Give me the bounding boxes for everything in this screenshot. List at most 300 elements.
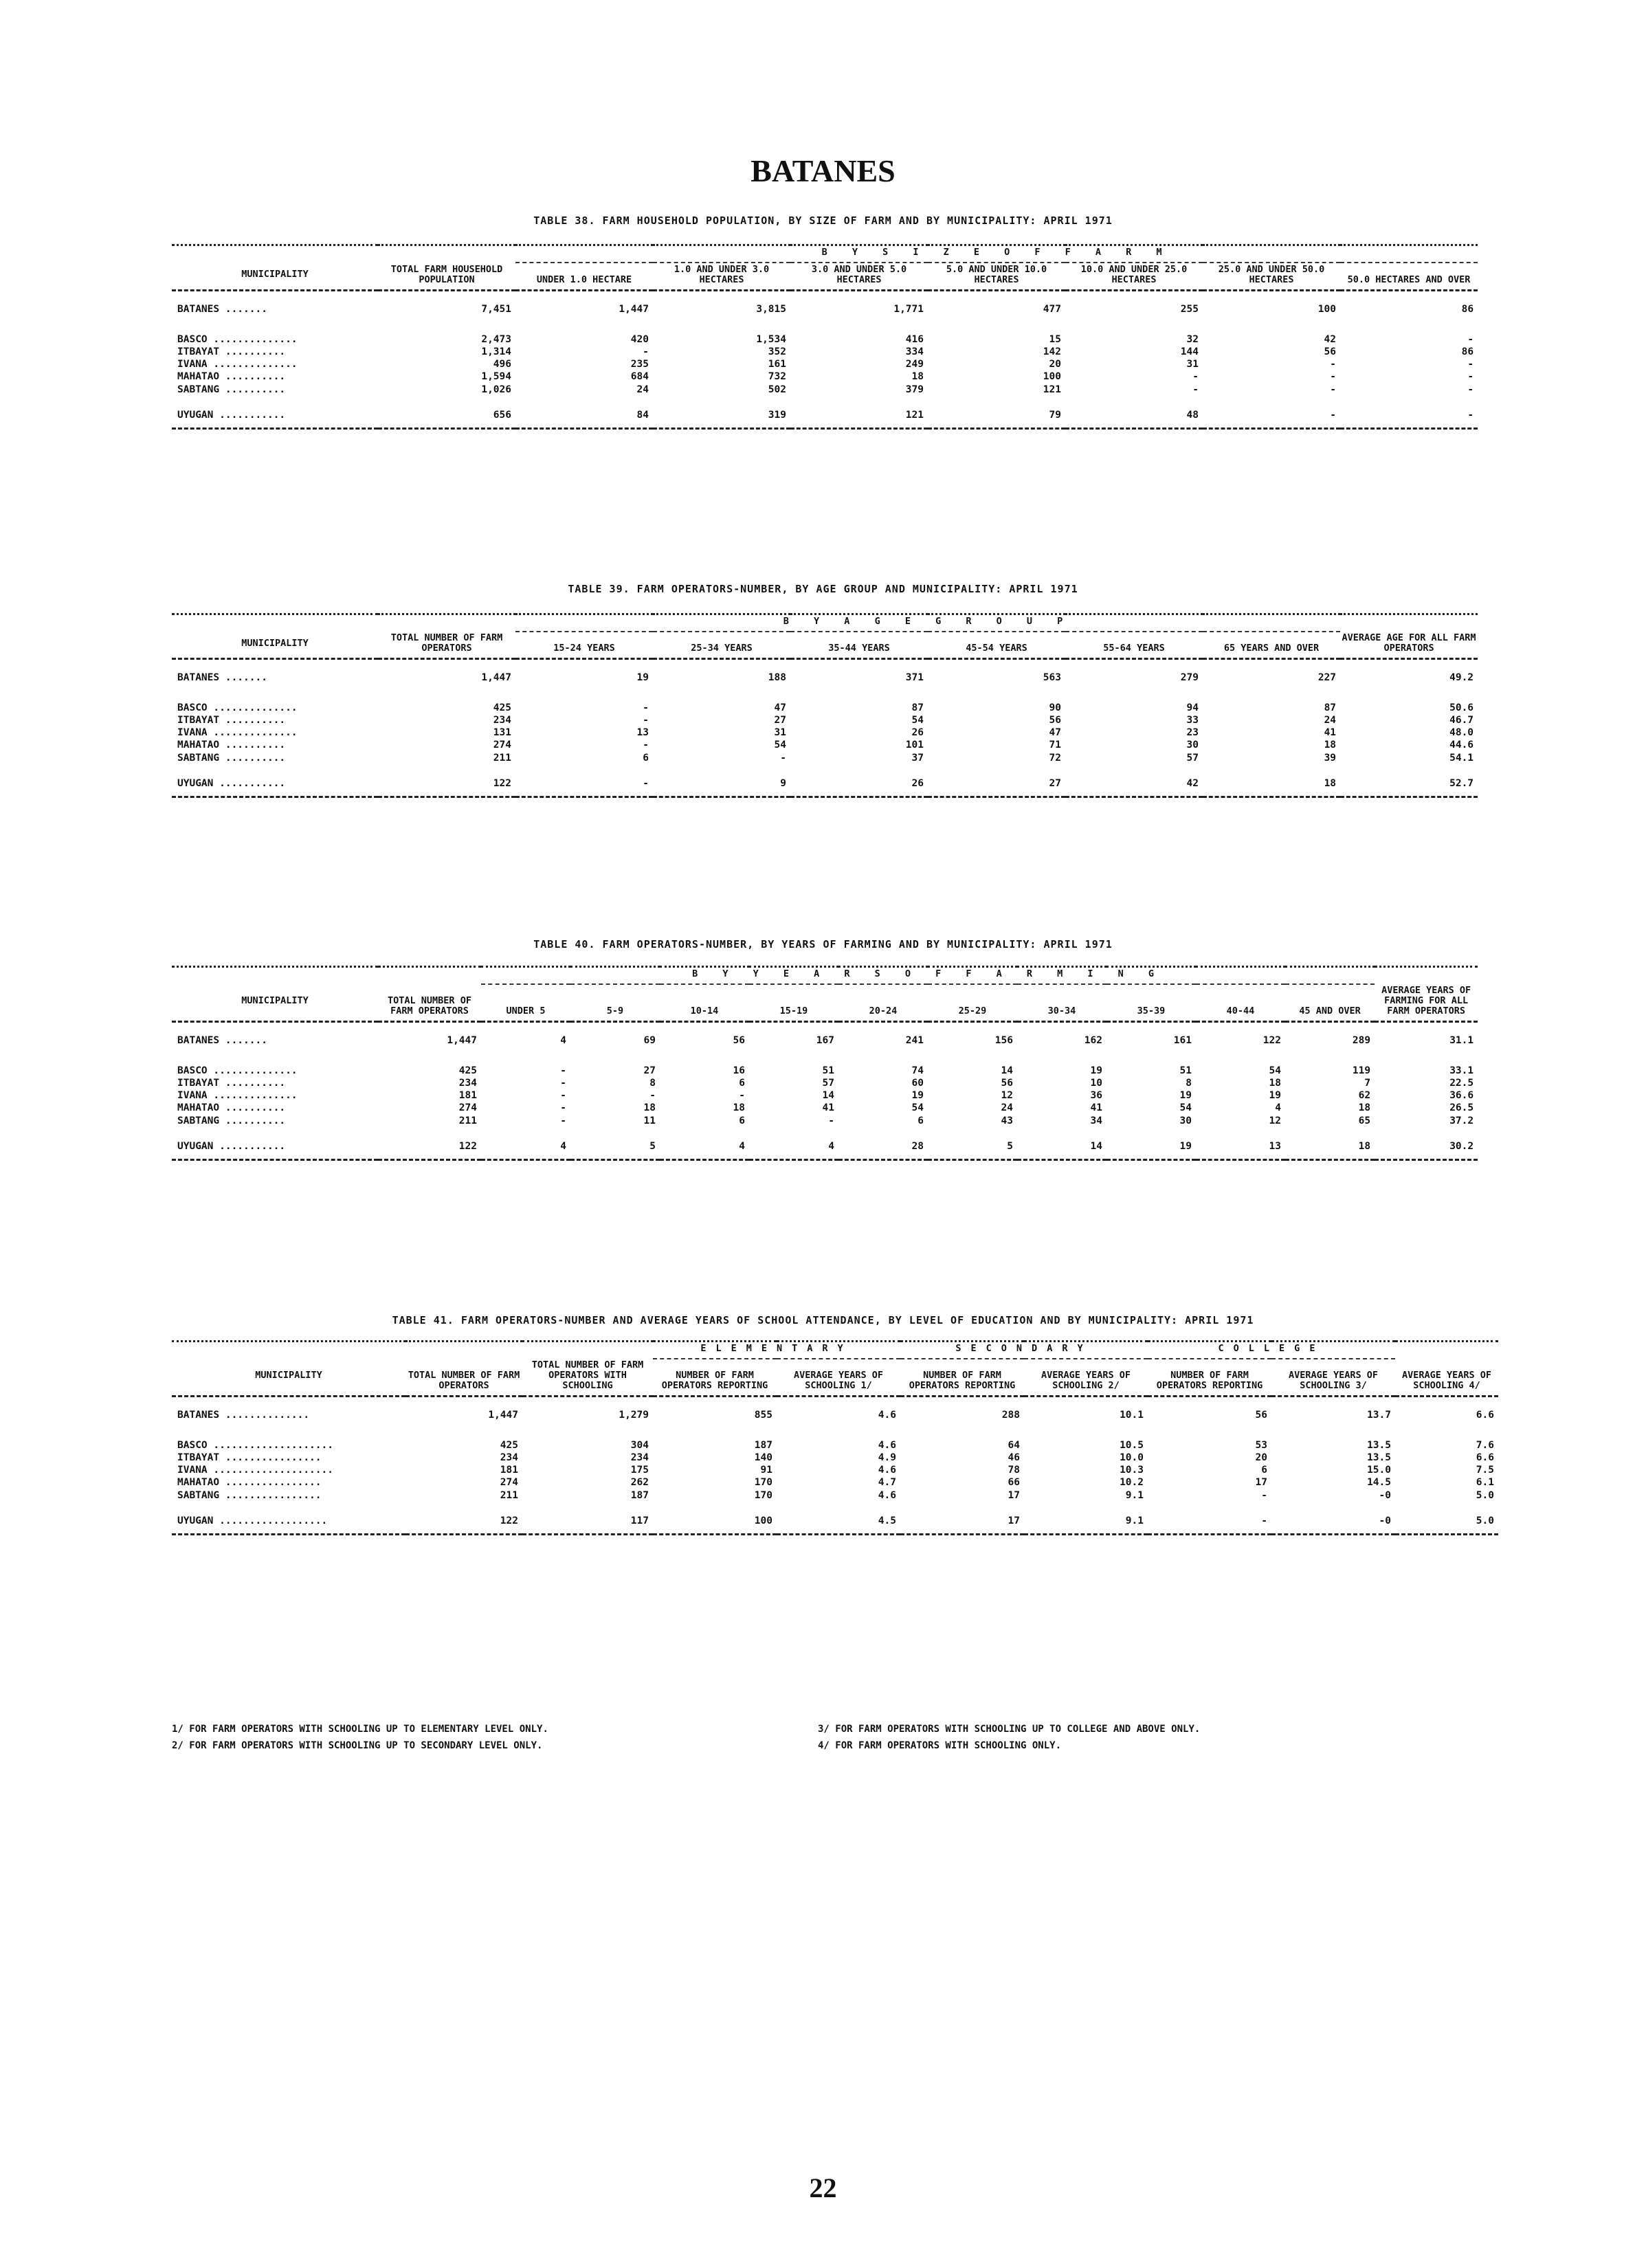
cell-value: 234 [630, 1452, 649, 1463]
cell-value: 4 [749, 1127, 838, 1160]
cell-value: 2,473 [481, 333, 511, 345]
cell-value: 855 [754, 1410, 772, 1421]
cell-value: 100 [1043, 371, 1061, 383]
municipality-name: MAHATAO .......... [177, 371, 286, 383]
table39-col-header: 45-54 YEARS [928, 632, 1065, 659]
table41-col-header: TOTAL NUMBER OF FARM OPERATORS [405, 1359, 522, 1397]
table39-grid [172, 613, 1478, 798]
table41-group-elementary: ELEMENTARY [653, 1342, 900, 1359]
table38-col-header: TOTAL FARM HOUSEHOLD POPULATION [378, 263, 515, 291]
cell-value: 211 [493, 752, 511, 764]
table38 [172, 244, 1478, 430]
cell-value: 211 [500, 1489, 518, 1501]
cell-value: 4 [481, 1127, 570, 1160]
table41-row [172, 1502, 1498, 1535]
cell-value: 19 [1179, 1090, 1192, 1102]
cell-value: 167 [816, 1035, 834, 1047]
cell-value: 7.5 [1476, 1465, 1494, 1476]
cell-value: 187 [630, 1489, 649, 1501]
cell-value: 31.1 [1449, 1035, 1474, 1047]
cell-value: 44.6 [1449, 740, 1474, 751]
cell-value: 30 [1179, 1115, 1192, 1126]
municipality-name: BASCO .................... [177, 1439, 333, 1451]
cell-value: 48 [1065, 396, 1203, 429]
cell-value: 41 [1324, 727, 1337, 739]
cell-value: 51 [822, 1065, 834, 1076]
cell-value: 12 [1269, 1115, 1281, 1126]
cell-value: 563 [1043, 672, 1061, 684]
table41-row [172, 1439, 1498, 1452]
table41-group-spacer [405, 1342, 522, 1359]
cell-value: 15.0 [1367, 1465, 1391, 1476]
municipality-name: MAHATAO ................ [177, 1477, 322, 1489]
cell-value: 20 [1049, 359, 1061, 370]
cell-value: 304 [630, 1439, 649, 1451]
cell-value: 57 [822, 1077, 834, 1089]
cell-value: - [739, 1090, 745, 1102]
table39-row [172, 659, 1478, 702]
municipality-name: BATANES ....... [177, 304, 267, 315]
cell-value: 19 [1090, 1065, 1102, 1076]
cell-value: 56 [1255, 1410, 1267, 1421]
cell-value: 94 [1186, 702, 1199, 713]
cell-value: 46.7 [1449, 714, 1474, 726]
cell-value: 5 [928, 1127, 1017, 1160]
table41-row [172, 1452, 1498, 1464]
cell-value: 19 [636, 672, 649, 684]
cell-value: - [1192, 371, 1199, 383]
municipality-name: SABTANG ................ [177, 1489, 322, 1501]
cell-value: 7.6 [1476, 1439, 1494, 1451]
cell-value: 16 [733, 1065, 745, 1076]
cell-value: - [1261, 1489, 1267, 1501]
cell-value: 32 [1186, 333, 1199, 345]
cell-value: 131 [493, 727, 511, 739]
cell-value: 6.6 [1476, 1410, 1494, 1421]
cell-value: 54 [911, 714, 924, 726]
table41-caption: TABLE 41. FARM OPERATORS-NUMBER AND AVERAGE YEARS OF SCHOOL ATTENDANCE, BY LEVEL OF EDUCATION AND BY MUNICIPALITY: APRIL 1971 [392, 1314, 1254, 1326]
cell-value: 27 [643, 1065, 656, 1076]
cell-value: 41 [822, 1102, 834, 1114]
table40-caption: TABLE 40. FARM OPERATORS-NUMBER, BY YEARS OF FARMING AND BY MUNICIPALITY: APRIL 1971 [533, 938, 1113, 950]
table38-caption: TABLE 38. FARM HOUSEHOLD POPULATION, BY SIZE OF FARM AND BY MUNICIPALITY: APRIL 1971 [533, 214, 1113, 227]
cell-value: 188 [768, 672, 786, 684]
table40-row [172, 1115, 1478, 1127]
cell-value: 4.6 [878, 1489, 896, 1501]
cell-value: 4 [560, 1035, 566, 1047]
cell-value: 1,771 [893, 304, 924, 315]
table41-col-header: AVERAGE YEARS OF SCHOOLING 2/ [1024, 1359, 1148, 1397]
cell-value: 1,447 [481, 672, 511, 684]
cell-value: - [560, 1102, 566, 1114]
cell-value: - [560, 1090, 566, 1102]
cell-value: 100 [1317, 304, 1336, 315]
cell-value: 100 [653, 1502, 777, 1535]
cell-value: 732 [768, 371, 786, 383]
cell-value: 33.1 [1449, 1065, 1474, 1076]
table40-col-header: MUNICIPALITY [172, 984, 378, 1022]
table38-col-header: 50.0 HECTARES AND OVER [1340, 263, 1478, 291]
footnote-4: 4/ FOR FARM OPERATORS WITH SCHOOLING ONLY. [818, 1739, 1062, 1751]
table39-group-spacer [378, 614, 515, 632]
cell-value: 13 [1196, 1127, 1285, 1160]
cell-value: 11 [643, 1115, 656, 1126]
cell-value: 36.6 [1449, 1090, 1474, 1102]
cell-value: 87 [911, 702, 924, 713]
cell-value: 4 [660, 1127, 749, 1160]
table38-row [172, 346, 1478, 358]
municipality-name: BASCO .............. [177, 702, 298, 713]
cell-value: - [1203, 396, 1340, 429]
cell-value: 30.2 [1375, 1127, 1478, 1160]
cell-value: 288 [1001, 1410, 1020, 1421]
cell-value: - [1330, 383, 1336, 395]
cell-value: 10.2 [1120, 1477, 1144, 1489]
cell-value: 5.0 [1395, 1502, 1498, 1535]
table39-col-header: 25-34 YEARS [653, 632, 790, 659]
table39-col-header: AVERAGE AGE FOR ALL FARM OPERATORS [1340, 632, 1478, 659]
cell-value: 420 [630, 333, 649, 345]
cell-value: 4.9 [878, 1452, 896, 1463]
cell-value: 26 [911, 727, 924, 739]
municipality-name: UYUGAN .................. [172, 1502, 405, 1535]
table38-col-header: UNDER 1.0 HECTARE [515, 263, 653, 291]
cell-value: 24 [1324, 714, 1337, 726]
cell-value: 9.1 [1024, 1502, 1148, 1535]
cell-value: 13.7 [1367, 1410, 1391, 1421]
cell-value: 6 [739, 1077, 745, 1089]
cell-value: 24 [636, 383, 649, 395]
cell-value: 379 [905, 383, 924, 395]
cell-value: 334 [905, 346, 924, 357]
cell-value: - [828, 1115, 834, 1126]
cell-value: - [649, 1090, 656, 1102]
table39-row [172, 739, 1478, 751]
table38-row [172, 291, 1478, 333]
cell-value: 140 [754, 1452, 772, 1463]
cell-value: - [1330, 371, 1336, 383]
cell-value: 72 [1049, 752, 1061, 764]
cell-value: 187 [754, 1439, 772, 1451]
cell-value: 39 [1324, 752, 1337, 764]
table39 [172, 613, 1478, 798]
cell-value: 18 [1324, 740, 1337, 751]
cell-value: - [1192, 383, 1199, 395]
table39-row [172, 714, 1478, 726]
cell-value: 235 [630, 359, 649, 370]
cell-value: 425 [493, 702, 511, 713]
cell-value: 42 [1065, 764, 1203, 797]
table38-col-header: 25.0 AND UNDER 50.0 HECTARES [1203, 263, 1340, 291]
cell-value: 161 [768, 359, 786, 370]
cell-value: 6.1 [1476, 1477, 1494, 1489]
cell-value: 122 [1263, 1035, 1281, 1047]
page-number: 22 [809, 2172, 837, 2203]
table40-row [172, 1022, 1478, 1065]
cell-value: 34 [1090, 1115, 1102, 1126]
cell-value: 4.6 [878, 1410, 896, 1421]
table41-row [172, 1476, 1498, 1489]
cell-value: 18 [1358, 1102, 1371, 1114]
table41-col-header: AVERAGE YEARS OF SCHOOLING 4/ [1395, 1359, 1498, 1397]
cell-value: 65 [1358, 1115, 1371, 1126]
cell-value: 14 [1001, 1065, 1013, 1076]
table38-col-header: 1.0 AND UNDER 3.0 HECTARES [653, 263, 790, 291]
table41 [172, 1340, 1498, 1535]
municipality-name: ITBAYAT .......... [177, 346, 286, 357]
footnote-3: 3/ FOR FARM OPERATORS WITH SCHOOLING UP TO COLLEGE AND ABOVE ONLY. [818, 1724, 1201, 1735]
cell-value: 7 [1364, 1077, 1371, 1089]
cell-value: 371 [905, 672, 924, 684]
cell-value: 66 [1008, 1477, 1020, 1489]
cell-value: - [1467, 333, 1474, 345]
cell-value: - [643, 702, 649, 713]
table40-group-spacer [1375, 967, 1478, 985]
cell-value: 241 [905, 1035, 924, 1047]
table38-row [172, 333, 1478, 346]
table40-row [172, 1065, 1478, 1077]
table39-row [172, 752, 1478, 764]
cell-value: 6 [917, 1115, 924, 1126]
cell-value: 170 [754, 1477, 772, 1489]
cell-value: 9 [653, 764, 790, 797]
cell-value: 57 [1186, 752, 1199, 764]
cell-value: 279 [1180, 672, 1199, 684]
cell-value: 144 [1180, 346, 1199, 357]
cell-value: 1,314 [481, 346, 511, 357]
cell-value: - [560, 1115, 566, 1126]
cell-value: 54 [911, 1102, 924, 1114]
cell-value: 47 [774, 702, 786, 713]
cell-value: 42 [1324, 333, 1336, 345]
table38-row [172, 358, 1478, 370]
table41-group-spacer [522, 1342, 653, 1359]
table40-col-header: 20-24 [838, 984, 928, 1022]
cell-value: 274 [493, 740, 511, 751]
cell-value: 86 [1461, 346, 1474, 357]
cell-value: 122 [378, 1127, 481, 1160]
cell-value: 119 [1352, 1065, 1371, 1076]
table40-col-header: 45 AND OVER [1285, 984, 1375, 1022]
table40-col-header: UNDER 5 [481, 984, 570, 1022]
cell-value: 162 [1084, 1035, 1102, 1047]
cell-value: 17 [1255, 1477, 1267, 1489]
table40-span-header: B Y Y E A R S O F F A R M I N G [481, 967, 1375, 985]
municipality-name: BATANES ....... [177, 672, 267, 684]
table40-col-header: 25-29 [928, 984, 1017, 1022]
cell-value: 13.5 [1367, 1452, 1391, 1463]
footnote-2: 2/ FOR FARM OPERATORS WITH SCHOOLING UP TO SECONDARY LEVEL ONLY. [172, 1739, 543, 1751]
table39-span-header: B Y A G E G R O U P [515, 614, 1340, 632]
cell-value: 31 [1186, 359, 1199, 370]
cell-value: 10 [1090, 1077, 1102, 1089]
cell-value: 17 [900, 1502, 1024, 1535]
table40-row [172, 1102, 1478, 1114]
cell-value: 170 [754, 1489, 772, 1501]
municipality-name: ITBAYAT ................ [177, 1452, 322, 1463]
cell-value: 30 [1186, 740, 1199, 751]
cell-value: 19 [1106, 1127, 1196, 1160]
cell-value: 234 [458, 1077, 477, 1089]
table39-col-header: 35-44 YEARS [790, 632, 928, 659]
cell-value: 234 [500, 1452, 518, 1463]
cell-value: 79 [928, 396, 1065, 429]
cell-value: 416 [905, 333, 924, 345]
cell-value: 12 [1001, 1090, 1013, 1102]
table40-row [172, 1089, 1478, 1102]
table38-group-spacer [378, 245, 515, 263]
cell-value: 51 [1179, 1065, 1192, 1076]
cell-value: 5.0 [1476, 1489, 1494, 1501]
table40-grid [172, 966, 1478, 1161]
table41-col-header: MUNICIPALITY [172, 1359, 405, 1397]
cell-value: 26.5 [1449, 1102, 1474, 1114]
cell-value: 54 [1179, 1102, 1192, 1114]
cell-value: 18 [1269, 1077, 1281, 1089]
table40-col-header: TOTAL NUMBER OF FARM OPERATORS [378, 984, 481, 1022]
municipality-name: UYUGAN ........... [172, 396, 378, 429]
cell-value: 14 [822, 1090, 834, 1102]
table40-group-spacer [172, 967, 378, 985]
table38-grid [172, 244, 1478, 430]
table40-col-header: 10-14 [660, 984, 749, 1022]
table41-group-spacer [1395, 1342, 1498, 1359]
cell-value: 502 [768, 383, 786, 395]
cell-value: 33 [1186, 714, 1199, 726]
cell-value: 37.2 [1449, 1115, 1474, 1126]
cell-value: -0 [1379, 1489, 1391, 1501]
cell-value: 87 [1324, 702, 1337, 713]
table41-col-header: TOTAL NUMBER OF FARM OPERATORS WITH SCHOOLING [522, 1359, 653, 1397]
cell-value: 425 [500, 1439, 518, 1451]
municipality-name: BATANES ....... [177, 1035, 267, 1047]
cell-value: 122 [405, 1502, 522, 1535]
table40-col-header: 30-34 [1017, 984, 1106, 1022]
cell-value: 54 [774, 740, 786, 751]
cell-value: 1,447 [619, 304, 649, 315]
cell-value: - [1467, 383, 1474, 395]
cell-value: 13.5 [1367, 1439, 1391, 1451]
table40 [172, 966, 1478, 1161]
cell-value: 18 [1203, 764, 1340, 797]
table39-group-spacer [1340, 614, 1478, 632]
table40-col-header: 15-19 [749, 984, 838, 1022]
cell-value: 656 [378, 396, 515, 429]
cell-value: 117 [522, 1502, 653, 1535]
cell-value: - [1467, 371, 1474, 383]
municipality-name: IVANA .............. [177, 727, 298, 739]
cell-value: 18 [911, 371, 924, 383]
cell-value: 49.2 [1449, 672, 1474, 684]
municipality-name: SABTANG .......... [177, 752, 286, 764]
cell-value: 101 [905, 740, 924, 751]
table41-group-spacer [172, 1342, 405, 1359]
table38-col-header: 10.0 AND UNDER 25.0 HECTARES [1065, 263, 1203, 291]
municipality-name: IVANA .............. [177, 1090, 298, 1102]
table38-row [172, 383, 1478, 396]
table39-row [172, 726, 1478, 739]
footnotes [172, 1722, 1478, 1755]
cell-value: - [643, 346, 649, 357]
cell-value: 60 [911, 1077, 924, 1089]
cell-value: 10.5 [1120, 1439, 1144, 1451]
cell-value: 211 [458, 1115, 477, 1126]
cell-value: 289 [1352, 1035, 1371, 1047]
cell-value: 274 [458, 1102, 477, 1114]
cell-value: 1,447 [488, 1410, 518, 1421]
cell-value: 84 [515, 396, 653, 429]
cell-value: - [1330, 359, 1336, 370]
cell-value: 56 [733, 1035, 745, 1047]
cell-value: 5 [570, 1127, 660, 1160]
cell-value: 47 [1049, 727, 1061, 739]
cell-value: 161 [1173, 1035, 1192, 1047]
table39-col-header: 65 YEARS AND OVER [1203, 632, 1340, 659]
cell-value: 56 [1324, 346, 1336, 357]
table40-group-spacer [378, 967, 481, 985]
municipality-name: UYUGAN ........... [172, 1127, 378, 1160]
cell-value: 1,026 [481, 383, 511, 395]
table40-col-header: 40-44 [1196, 984, 1285, 1022]
cell-value: 175 [630, 1465, 649, 1476]
cell-value: 234 [493, 714, 511, 726]
cell-value: 43 [1001, 1115, 1013, 1126]
cell-value: 41 [1090, 1102, 1102, 1114]
cell-value: 48.0 [1449, 727, 1474, 739]
cell-value: 10.0 [1120, 1452, 1144, 1463]
table39-col-header: 55-64 YEARS [1065, 632, 1203, 659]
cell-value: 477 [1043, 304, 1061, 315]
cell-value: 262 [630, 1477, 649, 1489]
municipality-name: SABTANG .......... [177, 1115, 286, 1126]
table41-row [172, 1464, 1498, 1476]
cell-value: 14 [1017, 1127, 1106, 1160]
cell-value: -0 [1271, 1502, 1395, 1535]
cell-value: 37 [911, 752, 924, 764]
municipality-name: UYUGAN ........... [172, 764, 378, 797]
municipality-name: ITBAYAT .......... [177, 714, 286, 726]
table40-col-header: 35-39 [1106, 984, 1196, 1022]
table38-row [172, 370, 1478, 383]
table41-group-college: COLLEGE [1148, 1342, 1395, 1359]
table41-row [172, 1489, 1498, 1502]
table40-col-header: 5-9 [570, 984, 660, 1022]
cell-value: 1,447 [447, 1035, 477, 1047]
cell-value: 18 [643, 1102, 656, 1114]
cell-value: 3,815 [756, 304, 786, 315]
cell-value: 18 [1285, 1127, 1375, 1160]
municipality-name: BATANES .............. [177, 1410, 310, 1421]
cell-value: 64 [1008, 1439, 1020, 1451]
cell-value: 54.1 [1449, 752, 1474, 764]
cell-value: 53 [1255, 1439, 1267, 1451]
table41-col-header: NUMBER OF FARM OPERATORS REPORTING [900, 1359, 1024, 1397]
cell-value: 56 [1049, 714, 1061, 726]
cell-value: 17 [1008, 1489, 1020, 1501]
municipality-name: BASCO .............. [177, 333, 298, 345]
cell-value: 4.7 [878, 1477, 896, 1489]
cell-value: 181 [458, 1090, 477, 1102]
table41-col-header: NUMBER OF FARM OPERATORS REPORTING [1148, 1359, 1271, 1397]
cell-value: 8 [649, 1077, 656, 1089]
table39-group-spacer [172, 614, 378, 632]
cell-value: 1,279 [619, 1410, 649, 1421]
cell-value: - [1340, 396, 1478, 429]
cell-value: 319 [653, 396, 790, 429]
table39-col-header: 15-24 YEARS [515, 632, 653, 659]
cell-value: 425 [458, 1065, 477, 1076]
cell-value: 181 [500, 1465, 518, 1476]
